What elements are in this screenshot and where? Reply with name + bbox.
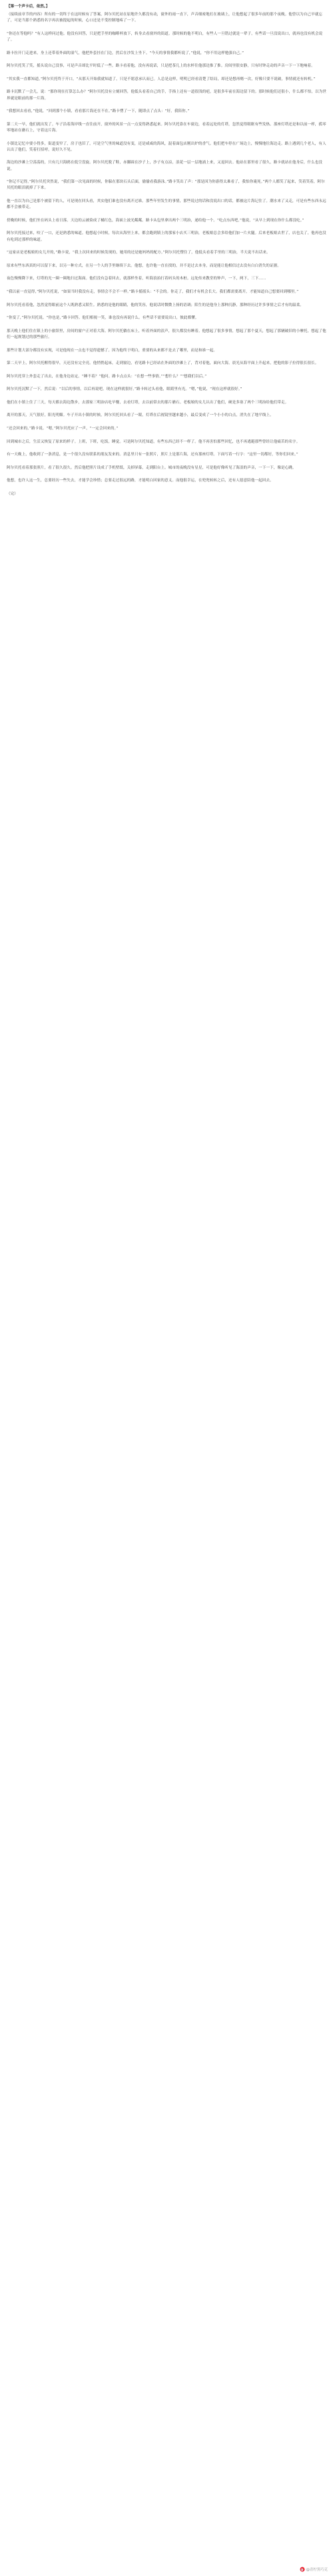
paragraph: 第二天早上，阿尔贝托醒得很早，天还没有完全亮。他悄悄起床，走到窗边，看见路卡已经站在外面的沙滩上了，背对着他，面向大海。晨光从海平面上升起来，把他的影子拉得很长很长。 <box>7 361 319 366</box>
paragraph: 他一直以为自己是那个被留下的人，可是现在回头看，其实他们谁也没有离开过谁。那些年里发生的事情，那些说过的话和没说出口的话，都被这片海记住了。潮水来了又走，可是有些东西永远都不会被带走。 <box>7 199 326 210</box>
paragraph: 他想，也许人这一生，总要经历一些失去，才能学会珍惜；总要走过很远的路，才能明白回家的意义。而他很幸运，在兜兜转转之后，还有人愿意陪他一起回去。 <box>7 479 274 483</box>
watermark-text: @青柠黑巧克 <box>306 2568 328 2572</box>
weibo-logo-icon <box>300 2567 305 2572</box>
paragraph: 阿尔贝托穿上外套走了出去，在他身边站定。“睡不着？”他问。路卡点点头：“在想一些事情。”“想什么？”“想我们以后。” <box>7 374 207 379</box>
paragraph: 阿尔贝托沉默了一下，然后说：“以后的事情，以后再说吧。现在这样就很好。”路卡转过头看他，眼睛里有光。“嗯，”他说，“现在这样就很好。” <box>7 387 242 392</box>
paragraph: “你记不记得，”阿尔贝托突然说，“我们第一次见面的时候，你躲在那块石头后面，偷偷看我游泳。”路卡笑出了声：“那是因为你游得太难看了，我怕你淹死。”两个人都笑了起来，笑着笑着，阿尔贝托的眼泪就掉了下来。 <box>7 180 325 191</box>
paragraph: “你变了，”阿尔贝托说。“你也是，”路卡回答。他们相视一笑，谁也没有再说什么。有些话不需要说出口，彼此都懂。 <box>7 316 199 321</box>
paragraph: “我想回去看看，”他说，“回到那个小镇，看看那片海还在不在。”路卡愣了一下，随即点了点头：“好，我陪你。” <box>7 109 190 114</box>
paragraph: 阿尔贝托笑了笑，摇头说自己没事，可是声音却比平时低了一些。路卡看着他，没有再说话，只是把茶几上的水杯往他那边推了推。房间里很安静，只有时钟走动的声音一下一下地响着。 <box>7 64 315 69</box>
paragraph: 路卡拉开门走进来，身上还带着外面的湿气，他把外套挂在门边，然后在沙发上坐下。“今天的事情我都听说了，”他说，“你不用这样勉强自己。” <box>7 51 244 55</box>
paragraph: “这家店是老板娘的女儿开的，”路卡说，“我上次回来的时候发现的，她用的还是她妈妈的配方。”阿尔贝托愣住了，他低头看着手里的三明治，半天说不出话来。 <box>7 251 270 255</box>
paragraph: 回到城市之后，生活又恢复了原来的样子。上班，下班，吃饭，睡觉。可是阿尔贝托知道，有些东西已经不一样了。他不再害怕那些回忆，也不再逃避那些曾经让他痛苦的名字。 <box>7 439 300 444</box>
paragraph: 原来有些东西真的可以留下来，以另一种方式，在另一个人的手里继续下去。他想，也许他一直在找的，并不是过去本身，而是能让他相信过去没有白白消失的证据。 <box>7 263 281 268</box>
paragraph: 第二天一早，他们就出发了。车子沿着海岸线一直往前开，窗外的风景一点一点变得熟悉起来。阿尔贝托靠在车窗边，看着远处的灯塔，忽然觉得眼眶有些发热。那座灯塔还是和以前一样，孤零零地站在礁石上，守着这片海。 <box>7 122 326 133</box>
paragraph: 海边的沙滩上空荡荡的，只有几只海鸥在低空盘旋。阿尔贝托脱了鞋，赤脚踩在沙子上，沙子有点凉，浪花一层一层地涌上来，又退回去。他站在那里看了很久，路卡就站在他身后，什么也没说。 <box>7 161 323 171</box>
paragraph: 离开的那天，天气很好，阳光明媚。车子开出小镇的时候，阿尔贝托回头看了一眼，灯塔在后视镜里越来越小，最后变成了一个小小的白点，消失在了地平线上。 <box>7 413 274 418</box>
paragraph: 路卡沉默了一会儿，说：“那你现在打算怎么办？”阿尔贝托没有立刻回答，他低头看着自己的手，手指上还有一道很浅的疤，是很多年前在海边留下的。那时候他们还很小，什么都不怕，以为世界就是眼前的那一片海。 <box>7 90 326 101</box>
paragraph: 夜色慢慢降下来，灯塔的光一圈一圈地扫过海面。他们没有急着回去，就那样坐着，听海浪拍打着码头的木桩。远处传来教堂的钟声，一下，两下，三下…… <box>7 277 266 281</box>
document-title: 【第一个声卡后，依然。】 <box>7 5 50 9</box>
paragraph: “你还在等他吗？”有人这样问过他。他没有回答，只是把手里的咖啡杯放下，转身去看窗外的街道。那时候的他不明白，有些人一旦错过就是一辈子，有些话一旦没说出口，就再也没有机会说了。 <box>7 31 323 42</box>
paragraph: 那些计划大部分都没有实现，可是他现在一点也不觉得遗憾了。因为他终于明白，重要的从来都不是去了哪里，而是和谁一起。 <box>7 348 218 353</box>
paragraph: 阿尔贝托看着那张照片，看了很久很久。然后他把照片设成了手机壁纸，关掉屏幕，走到阳台上。城市的夜晚没有星星，可是他好像听见了海浪的声音，一下一下，像是心跳。 <box>7 465 296 470</box>
paragraph: 小镇比记忆中要小得多，街道变窄了，房子也旧了，可是空气里的味道没有变，还是咸咸的海风，混着面包店刚出炉的香气。他们把车停在广场边上，慢慢地往海边走。路上遇到几个老人，有人认出了他们，笑着打招呼，说好久不见。 <box>7 141 326 152</box>
paragraph: “还会回来的，”路卡说。“嗯，”阿尔贝托应了一声，“一定会回来的。” <box>7 427 119 431</box>
paragraph: “我以前一直觉得，”阿尔贝托说，“如果当时我没有走，事情会不会不一样。”路卡摇摇头：“不会的。你走了，我们才有机会长大。我们都需要离开，才能知道自己想要回到哪里。” <box>7 289 299 294</box>
paragraph: “其实我一直都知道，”阿尔贝托终于开口，“从那天开始我就知道了，只是不愿意承认而已。人总是这样，明明已经看清楚了结局，却还是想再赌一次，好像只要不说破，事情就还有转机。” <box>7 77 316 81</box>
paragraph: 傍晚的时候，他们坐在码头上看日落。天边的云被染成了橘红色，海面上波光粼粼。路卡从包里拿出两个三明治，递给他一个。“吃点东西吧，”他说，“从早上到现在你什么都没吃。” <box>7 218 304 223</box>
paragraph: 阿尔贝托看着他，忽然觉得眼前这个人既熟悉又陌生。熟悉的是他的眼睛，他的笑容，他说话时微微上扬的语调；陌生的是他身上那种沉静，那种经历过许多事情之后才有的温柔。 <box>7 303 304 307</box>
document-body <box>7 12 328 497</box>
paragraph: （完） <box>7 492 18 497</box>
paragraph: 那天晚上他们住在镇上的小旅馆里，房间的窗户正对着大海。阿尔贝托躺在床上，听着外面的浪声，很久都没有睡着。他想起了很多事情，想起了那个夏天，想起了那辆破旧的小摩托，想起了他们一起规划过的那些旅行。 <box>7 329 326 339</box>
paragraph: 有一天晚上，他收到了一条消息，是一个很久没有联系的朋友发来的。消息里只有一张照片，照片上是那片海，还有那座灯塔。下面写着一行字：“这里一切都好，等你们回来。” <box>7 453 298 457</box>
paragraph: （接续前章节的内容）所有的一切终于在这时候有了答案，阿尔贝托站在原地许久都没有动，窗外的雨一直下，声音细密地打在玻璃上，让他想起了很多年前的那个夜晚。他曾以为自己早就忘了，可是当那个熟悉的名字再次被提起的时候，心口还是不受控制地疼了一下。 <box>7 13 323 23</box>
paragraph: 阿尔贝托接过来，咬了一口，还是熟悉的味道。他想起小时候，每次从海里上来，都会跑到镇上的那家小店买三明治，老板娘总会多给他们加一片火腿。后来老板娘去世了，店也关了，他再也没有吃到过那样的味道。 <box>7 231 326 242</box>
paragraph: 他们在小镇上住了三天，每天都去海边散步，去那家三明治店吃早餐，去看灯塔，去以前常去的那片礁石。老板娘的女儿认出了他们，硬是多塞了两个三明治给他们带走。 <box>7 400 289 405</box>
watermark <box>300 2567 328 2572</box>
